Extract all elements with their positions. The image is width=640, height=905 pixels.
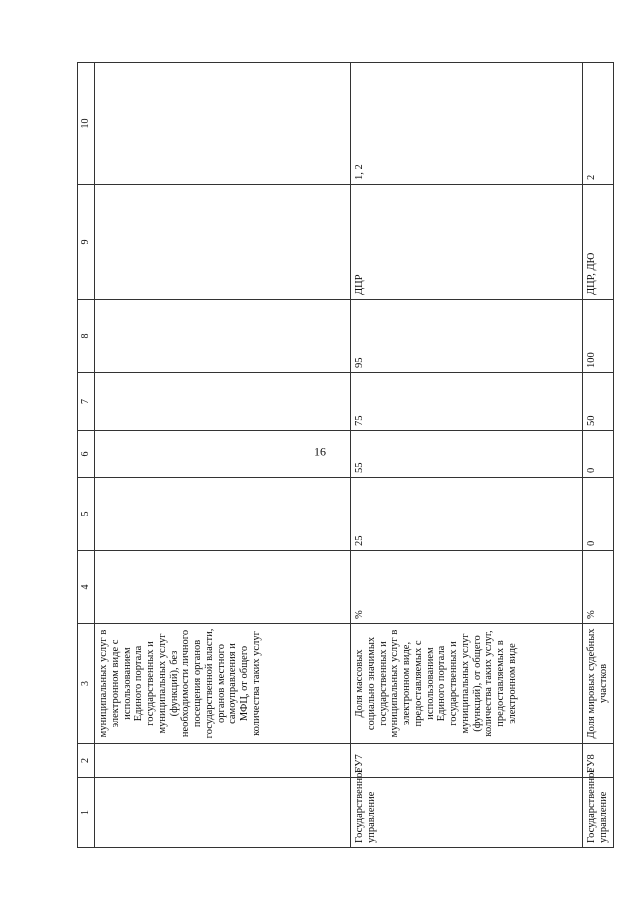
cell-responsible: ДЦР, ДЮ bbox=[583, 185, 614, 300]
cell-code: ГУ8 bbox=[583, 744, 614, 778]
cell-sector: Государственное управление bbox=[351, 778, 583, 848]
cell-value-7: 50 bbox=[583, 373, 614, 431]
cell-sector bbox=[95, 778, 351, 848]
cell-value-5 bbox=[95, 478, 351, 551]
cell-value-5: 0 bbox=[583, 478, 614, 551]
cell-code: ГУ7 bbox=[351, 744, 583, 778]
cell-note: 2 bbox=[583, 63, 614, 185]
cell-responsible: ДЦР bbox=[351, 185, 583, 300]
header-col-5: 5 bbox=[78, 478, 95, 551]
header-col-1: 1 bbox=[78, 778, 95, 848]
header-col-6: 6 bbox=[78, 431, 95, 478]
page-number: 16 bbox=[314, 444, 326, 459]
header-col-2: 2 bbox=[78, 744, 95, 778]
cell-value-6 bbox=[95, 431, 351, 478]
cell-value-8 bbox=[95, 300, 351, 373]
cell-value-7 bbox=[95, 373, 351, 431]
cell-note: 1, 2 bbox=[351, 63, 583, 185]
rotated-table-container bbox=[77, 63, 609, 848]
cell-value-8: 100 bbox=[583, 300, 614, 373]
table-row bbox=[583, 63, 614, 848]
cell-unit: % bbox=[351, 551, 583, 624]
header-col-4: 4 bbox=[78, 551, 95, 624]
header-col-9: 9 bbox=[78, 185, 95, 300]
cell-value-6: 0 bbox=[583, 431, 614, 478]
cell-sector: Государственное управление bbox=[583, 778, 614, 848]
header-row bbox=[78, 63, 95, 848]
cell-indicator: Доля мировых судебных участков bbox=[583, 624, 614, 744]
cell-unit: % bbox=[583, 551, 614, 624]
cell-code bbox=[95, 744, 351, 778]
cell-value-5: 25 bbox=[351, 478, 583, 551]
indicators-table bbox=[77, 62, 614, 848]
cell-unit bbox=[95, 551, 351, 624]
cell-indicator: муниципальных услуг в электронном виде с использованием Единого портала государственных и муниципальных услуг (функций), без необходимости личного посещения органов государственной власти, органов местного самоуправления и МФЦ, от общего количества таких услуг bbox=[95, 624, 351, 744]
cell-value-7: 75 bbox=[351, 373, 583, 431]
cell-indicator: Доля массовых социально значимых государственных и муниципальных услуг в электронном виде, предоставляемых с использованием Единого портала государственных и муниципальных услуг (функций), от общего количества таких услуг, предоставляемых в электронном виде bbox=[351, 624, 583, 744]
cell-value-8: 95 bbox=[351, 300, 583, 373]
header-col-7: 7 bbox=[78, 373, 95, 431]
cell-responsible bbox=[95, 185, 351, 300]
header-col-8: 8 bbox=[78, 300, 95, 373]
table-row bbox=[351, 63, 583, 848]
header-col-3: 3 bbox=[78, 624, 95, 744]
cell-value-6: 55 bbox=[351, 431, 583, 478]
cell-note bbox=[95, 63, 351, 185]
table-row bbox=[95, 63, 351, 848]
header-col-10: 10 bbox=[78, 63, 95, 185]
